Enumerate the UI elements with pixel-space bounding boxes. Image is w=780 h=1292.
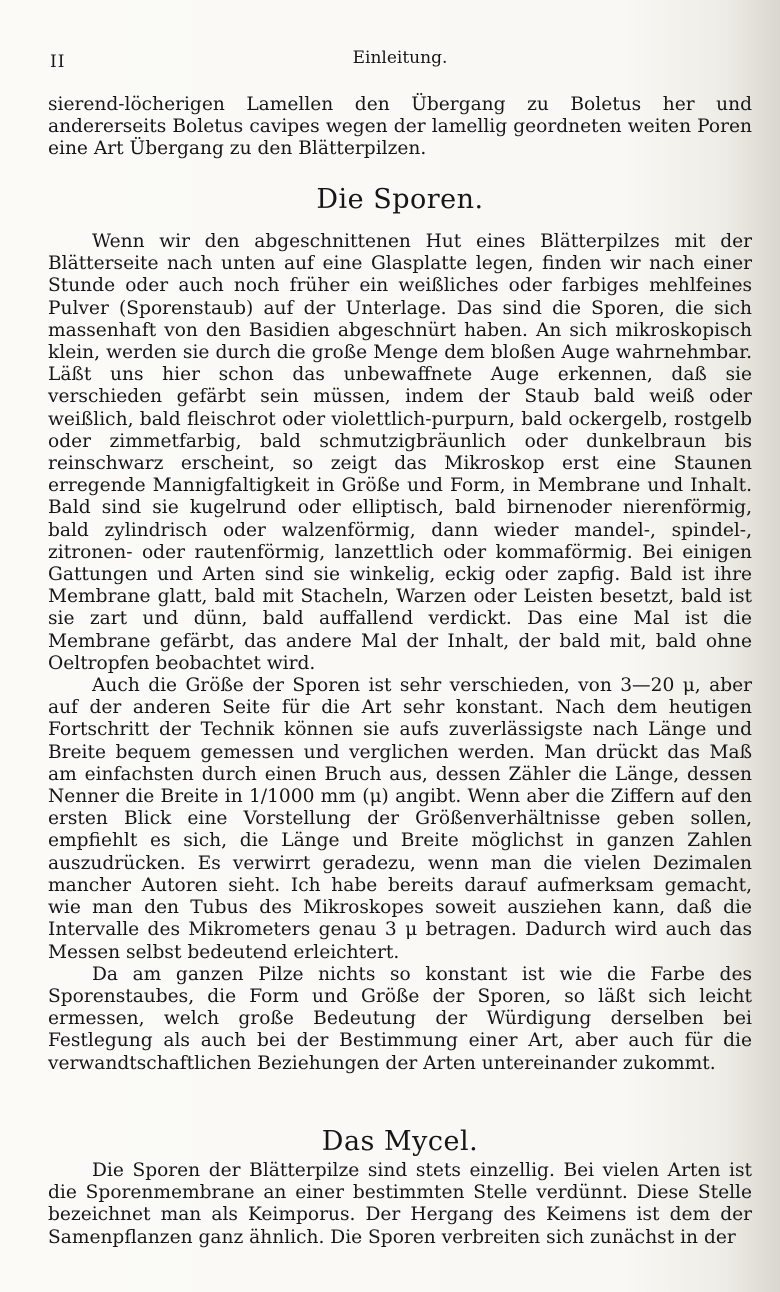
section-heading-mycel: Das Mycel. <box>321 1126 479 1157</box>
intro-paragraph: sierend-löcherigen Lamellen den Übergang zu Boletus her und andererseits Boletus cavipes wegen der lamellig geordneten weiten Poren eine Art Übergang zu den Blätterpilzen. <box>48 94 752 160</box>
mycel-paragraph-1: Die Sporen der Blätterpilze sind stets einzellig. Bei vielen Arten ist die Sporenmembrane an einer bestimmten Stelle verdünnt. Diese Stelle bezeichnet man als Keimporus. Der Hergang des Keimens ist dem der Samenpflanzen ganz ähnlich. Die Sporen verbreiten sich zunächst in der <box>48 1160 752 1248</box>
running-head: Einleitung. <box>352 48 448 68</box>
intro-paragraph-block <box>48 94 752 161</box>
sporen-paragraph-2: Auch die Größe der Sporen ist sehr verschieden, von 3—20 μ, aber auf der anderen Seite für die Art sehr konstant. Nach dem heutigen Fortschritt der Technik können sie aufs zuverlässigste nach Länge und Breite bequem gemessen und verglichen werden. Man drückt das Maß am einfachsten durch einen Bruch aus, dessen Zähler die Länge, dessen Nenner die Breite in 1/1000 mm (μ) angibt. Wenn aber die Ziffern auf den ersten Blick eine Vorstellung der Größenverhältnisse geben sollen, empfiehlt es sich, die Länge und Breite möglichst in ganzen Zahlen auszudrücken. Es verwirrt geradezu, wenn man die vielen Dezimalen mancher Autoren sieht. Ich habe bereits darauf aufmerksam gemacht, wie man den Tubus des Mikroskopes soweit ausziehen kann, daß die Intervalle des Mikrometers genau 3 μ betragen. Dadurch wird auch das Messen selbst bedeutend erleichtert. <box>48 675 752 963</box>
page-number: II <box>50 52 66 72</box>
mycel-section-body <box>48 1160 752 1249</box>
section-heading-sporen: Die Sporen. <box>316 184 484 215</box>
sporen-paragraph-3: Da am ganzen Pilze nichts so konstant ist wie die Farbe des Sporenstaubes, die Form und Größe der Sporen, so läßt sich leicht ermessen, welch große Bedeutung der Würdigung derselben bei Festlegung als auch bei der Bestimmung einer Art, aber auch für die verwandtschaftlichen Beziehungen der Arten untereinander zukommt. <box>48 963 752 1074</box>
sporen-paragraph-1: Wenn wir den abgeschnittenen Hut eines Blätterpilzes mit der Blätterseite nach unten auf eine Glasplatte legen, finden wir nach einer Stunde oder auch noch früher ein weißliches oder farbiges mehlfeines Pulver (Sporenstaub) auf der Unterlage. Das sind die Sporen, die sich massenhaft von den Basidien abgeschnürt haben. An sich mikroskopisch klein, werden sie durch die große Menge dem bloßen Auge wahrnehmbar. Läßt uns hier schon das unbewaffnete Auge erkennen, daß sie verschieden gefärbt sein müssen, indem der Staub bald weiß oder weißlich, bald fleischrot oder violettlich-purpurn, bald ockergelb, rostgelb oder zimmetfarbig, bald schmutzigbräunlich oder dunkelbraun bis reinschwarz erscheint, so zeigt das Mikroskop erst eine Staunen erregende Mannigfaltigkeit in Größe und Form, in Membrane und Inhalt. Bald sind sie kugelrund oder elliptisch, bald birnenoder nierenförmig, bald zylindrisch oder walzenförmig, dann wieder mandel-, spindel-, zitronen- oder rautenförmig, lanzettlich oder kommaförmig. Bei einigen Gattungen und Arten sind sie winkelig, eckig oder zapfig. Bald ist ihre Membrane glatt, bald mit Stacheln, Warzen oder Leisten besetzt, bald ist sie zart und dünn, bald auffallend verdickt. Das eine Mal ist die Membrane gefärbt, das andere Mal der Inhalt, der bald mit, bald ohne Oeltropfen beobachtet wird. <box>48 231 752 674</box>
sporen-section-body <box>48 231 752 1075</box>
